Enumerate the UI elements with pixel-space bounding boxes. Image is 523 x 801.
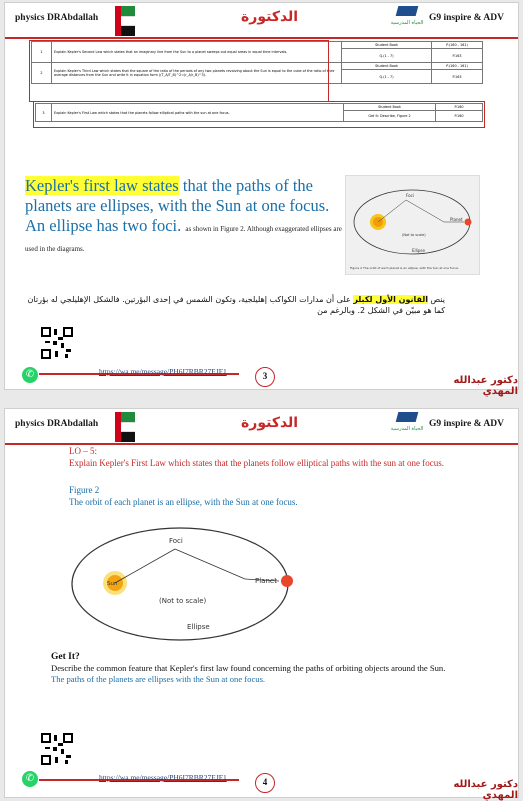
foci-label: Foci <box>169 537 183 545</box>
svg-text:Planet: Planet <box>450 217 463 222</box>
figure-caption: Figure 2 The orbit of each planet is an ellipse, with the Sun at one focus. <box>350 266 459 270</box>
figure-label: Figure 2 <box>69 485 100 495</box>
page-header <box>5 409 518 445</box>
kepler-highlight: Kepler's first law states <box>25 176 179 195</box>
figure-text: The orbit of each planet is an ellipse, with the Sun at one focus. <box>69 497 298 507</box>
figure-2-thumbnail <box>345 175 480 275</box>
page-number: 3 <box>255 367 275 387</box>
table-row: Q.(1 - 7) P.163 <box>32 49 483 63</box>
get-it-question: Describe the common feature that Kepler's first law found concerning the paths of orbiting objects around the Sun. <box>51 663 446 673</box>
qr-code-icon <box>41 733 73 765</box>
author-signature: دكتور عبدالله المهدي <box>453 779 518 801</box>
svg-text:(Not to scale): (Not to scale) <box>402 233 426 237</box>
school-logo-icon: الحياة المدرسية <box>389 6 425 36</box>
uae-flag-icon <box>115 6 135 36</box>
arabic-highlight: القانون الأول لكبلر <box>353 295 429 304</box>
planet-icon <box>281 575 293 587</box>
table-row: 3 Explain Kepler's First Law which states that the planets follow elliptical paths with the sun at one focus. Student Book P.160 <box>36 104 483 111</box>
ellipse-label: Ellipse <box>187 623 210 631</box>
header-right-title: G9 inspire & ADV <box>428 419 504 429</box>
kepler-small: as shown in Figure 2. Although exaggerated ellipses are used in the diagrams. <box>25 225 342 253</box>
focus-line-1 <box>115 549 175 583</box>
page-header <box>5 3 518 39</box>
whatsapp-icon[interactable]: ✆ <box>22 771 38 787</box>
get-it-answer: The paths of the planets are ellipses with the Sun at one focus. <box>51 674 266 684</box>
kepler-rest: that the paths of the planets are ellipses, with the Sun at one focus. An ellipse has two foci. <box>25 176 330 235</box>
whatsapp-link[interactable]: https://wa.me/message/PH6I7RBR27EJF1 <box>99 367 227 376</box>
svg-text:Foci: Foci <box>406 193 414 198</box>
table-row: Get It: Describe, Figure 2 P.160 <box>36 111 483 122</box>
lo-title: LO – 5: <box>69 446 97 456</box>
table-row: Q.(1 - 7) P.163 <box>32 70 483 84</box>
scale-label: (Not to scale) <box>159 597 207 605</box>
page-number: 4 <box>255 773 275 793</box>
learning-outcome <box>69 445 444 469</box>
get-it-section <box>51 652 501 685</box>
school-logo-icon: الحياة المدرسية <box>389 412 425 442</box>
author-signature: دكتور عبدالله المهدي <box>453 375 518 397</box>
whatsapp-link[interactable]: https://wa.me/message/PH6I7RBR27EJF1 <box>99 773 227 782</box>
header-divider <box>5 37 518 39</box>
planet-label: Planet <box>255 577 277 585</box>
header-right-title: G9 inspire & ADV <box>428 13 504 23</box>
figure-2-title <box>69 484 298 508</box>
page-4 <box>4 408 519 801</box>
svg-text:Ellipse: Ellipse <box>412 248 425 253</box>
table-row: 1 Explain Kepler's Second Law which states that an imaginary line from the Sun to a planet sweeps out equal areas in equal time intervals. Student Book P.(160 - 161) <box>32 42 483 49</box>
lo-text: Explain Kepler's First Law which states that the planets follow elliptical paths with the sun at one focus. <box>69 458 445 468</box>
row-3-highlight-frame <box>33 101 485 128</box>
kepler-first-law-text <box>25 176 343 256</box>
focus-line-2 <box>175 549 245 579</box>
page-3 <box>4 2 519 397</box>
get-it-title: Get It? <box>51 652 80 662</box>
orbit-diagram <box>65 521 305 651</box>
header-left-title: physics DRAbdallah <box>15 419 99 429</box>
qr-code-icon <box>41 327 73 359</box>
table-highlight-frame <box>29 40 329 102</box>
arabic-paragraph: ينص القانون الأول لكبلر على أن مدارات الكواكب إهليلجية، وتكون الشمس في إحدى البؤرتين. فالشكل الإهليلجي له بؤرتان كما هو مبيّن في الشكل 2. وبالرغم من <box>27 295 445 315</box>
uae-flag-icon <box>115 412 135 442</box>
whatsapp-icon[interactable]: ✆ <box>22 367 38 383</box>
header-left-title: physics DRAbdallah <box>15 13 99 23</box>
brand-logo: الدكتورة <box>241 9 299 25</box>
table-row: 2 Explain Kepler's Third Law which states that the square of the ratio of the periods of any two planets revolving about the Sun is equal to the cube of the ratio of their average distances from the Sun and write it in equation form ((T_A/T_B)^2=(r_A/r_B)^3). Student Book P.(160 - 161) <box>32 63 483 70</box>
sun-label: Sun <box>107 581 118 587</box>
brand-logo: الدكتورة <box>241 415 299 431</box>
